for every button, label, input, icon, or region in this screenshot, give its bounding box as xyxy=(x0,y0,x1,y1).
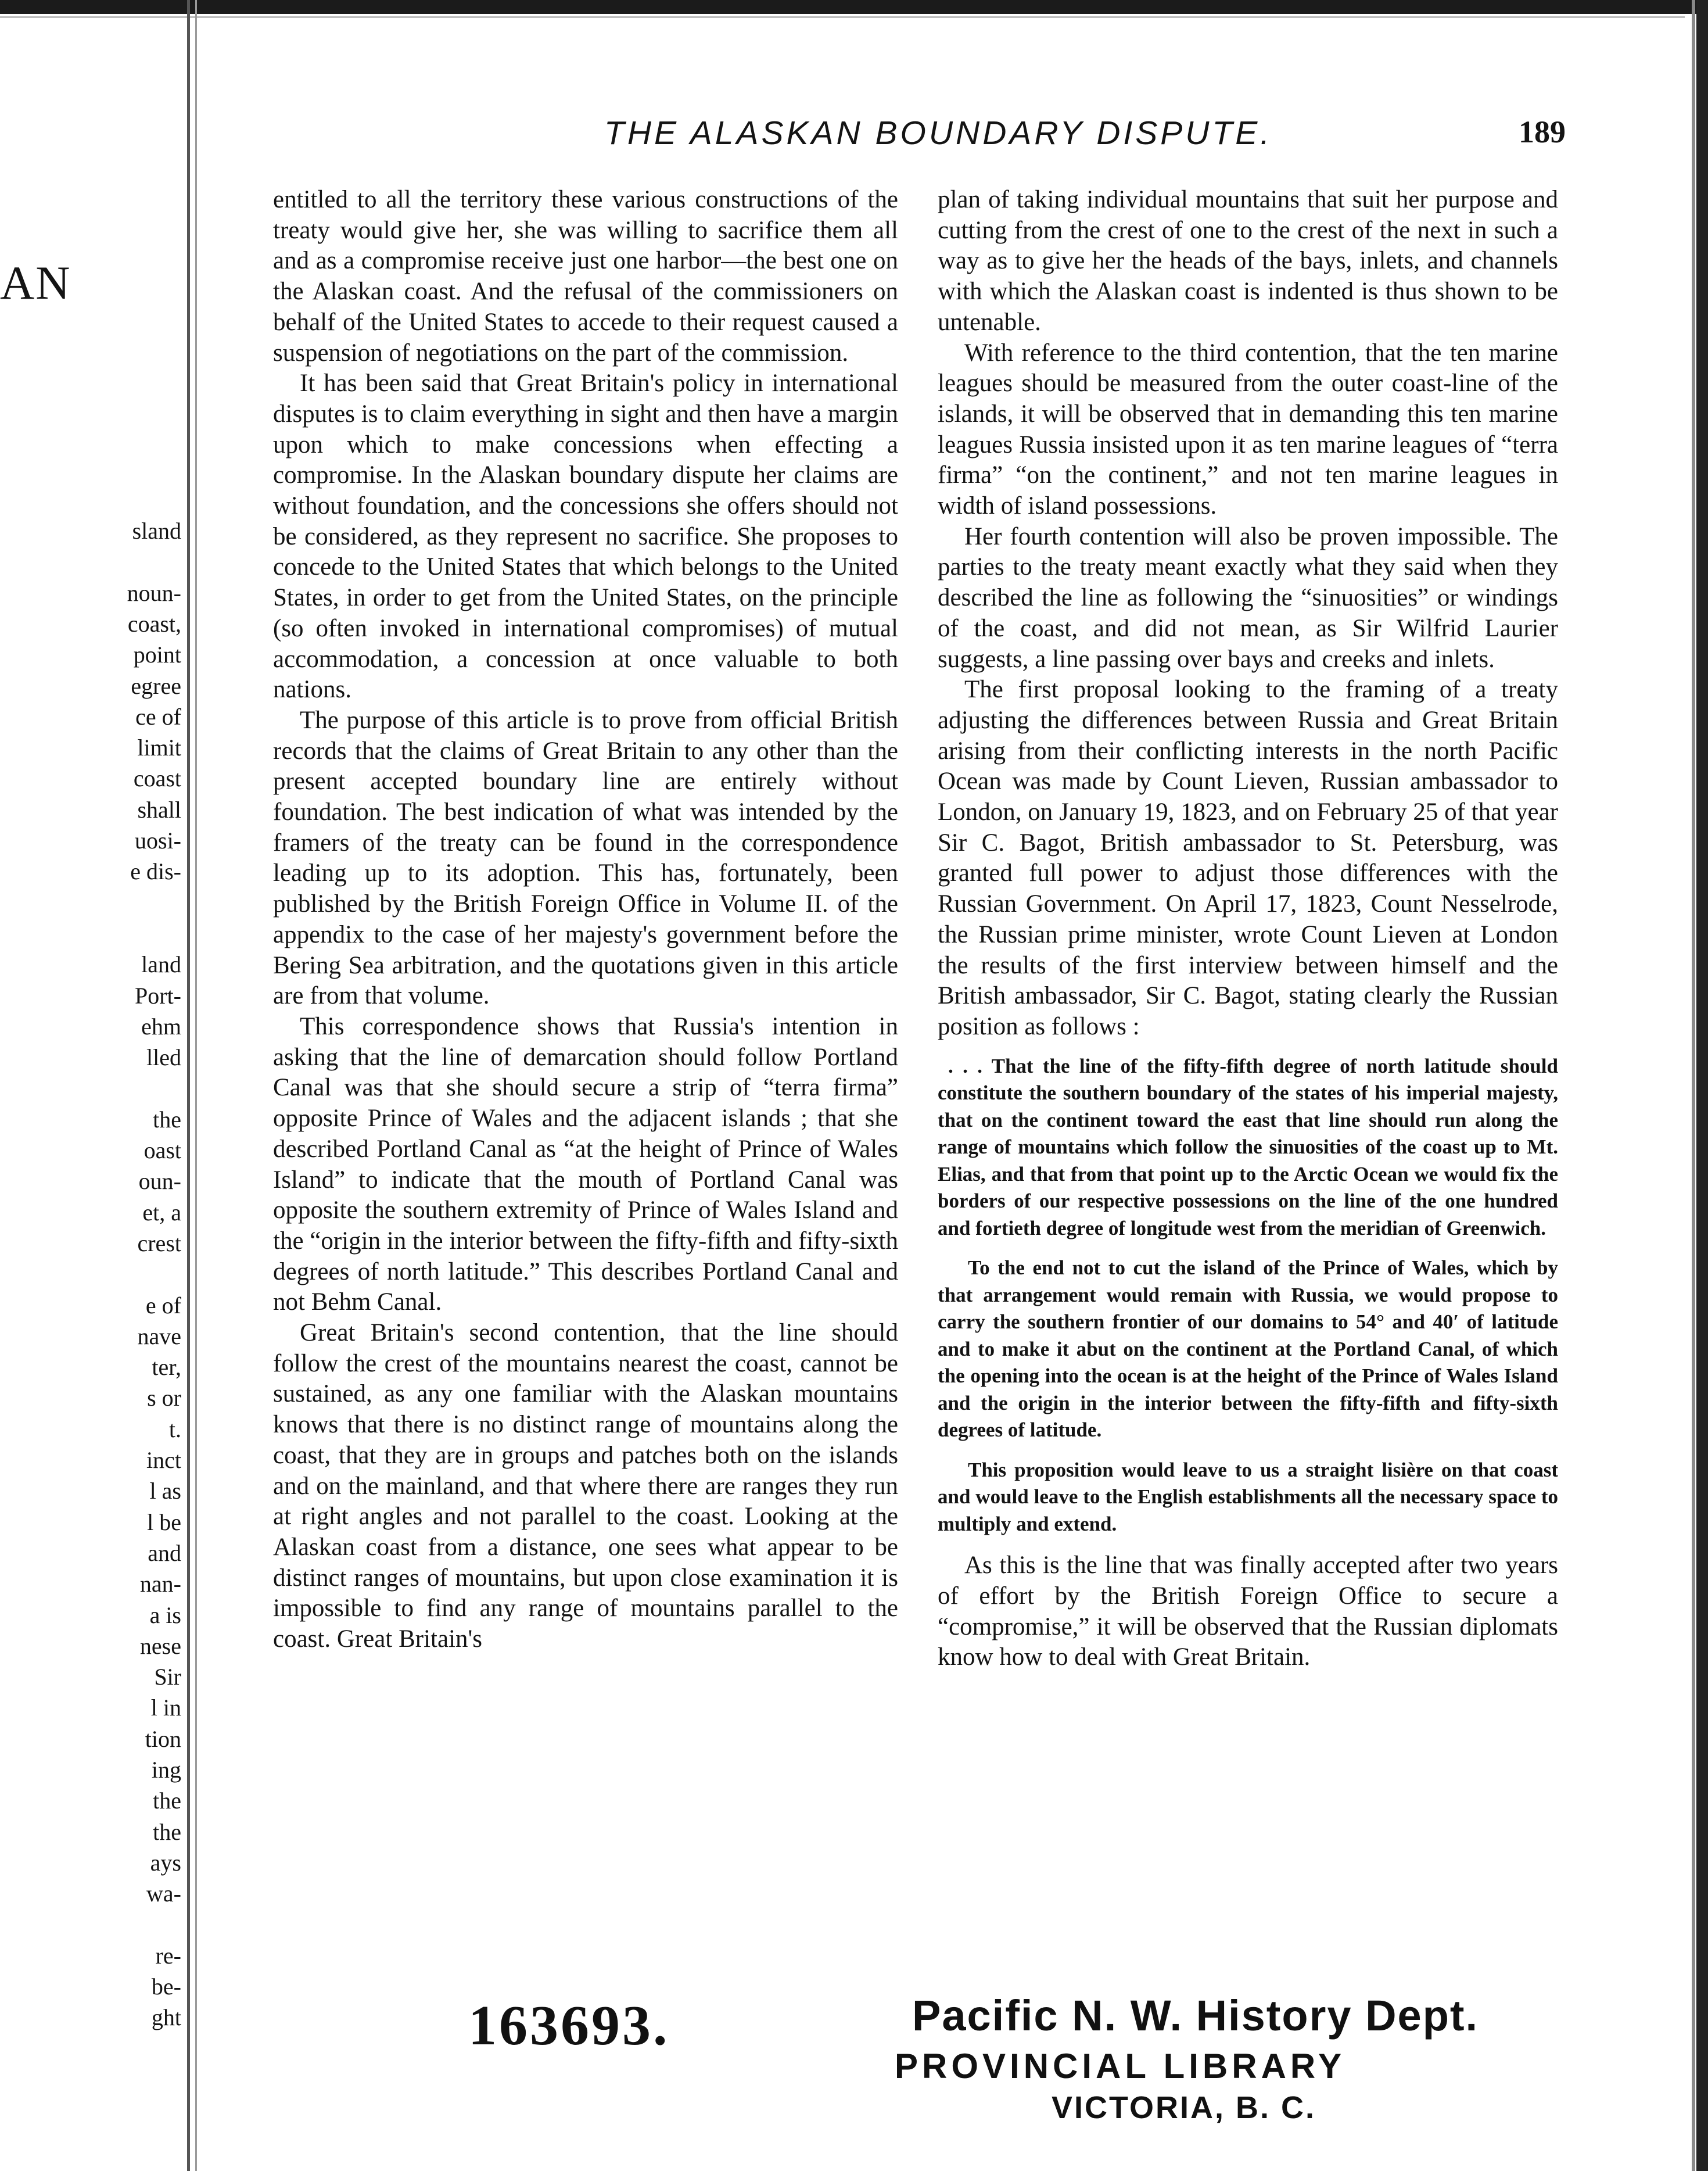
facing-page-line: t. xyxy=(168,1416,181,1442)
paragraph: Great Britain's second contention, that the line should follow the crest of the mountains nearest the coast, cannot be sustained, as any one familiar with the Alaskan mountains knows that there is no distinct range of mountains along the coast, that they are in groups and patches both on the islands and on the mainland, and that where there are ranges they run at right angles and not parallel to the coast. Looking at the Alaskan coast from a distance, one sees what appear to be distinct ranges of mountains, but upon close examination it is impossible to find any range of mountains parallel to the coast. Great Britain's xyxy=(273,1319,898,1653)
facing-page-line: re- xyxy=(155,1942,181,1969)
facing-page-line: crest xyxy=(137,1230,181,1256)
facing-page-line: lled xyxy=(146,1044,181,1071)
facing-page-fragment xyxy=(0,0,185,2171)
facing-page-line: sland xyxy=(132,518,181,544)
facing-page-line: be- xyxy=(151,1973,181,2000)
library-stamp xyxy=(895,1991,1479,2126)
page-number: 189 xyxy=(1519,114,1566,149)
facing-page-line: s or xyxy=(147,1385,181,1411)
paragraph: With reference to the third contention, that the ten marine leagues should be measured from the outer coast-line of the islands, it will be observed that in demanding this ten marine leagues Russia insisted upon it as ten marine leagues of “terra firma” “on the continent,” and not ten marine leagues in width of island possessions. xyxy=(938,339,1558,520)
facing-page-line: nan- xyxy=(139,1571,181,1597)
facing-page-line: coast xyxy=(133,765,181,792)
facing-page-line: ehm xyxy=(141,1013,181,1040)
facing-page-line: a is xyxy=(149,1602,181,1628)
facing-page-line: Sir xyxy=(154,1664,181,1690)
facing-page-line: l as xyxy=(149,1478,181,1504)
facing-page-line: wa- xyxy=(146,1880,181,1907)
facing-page-line: ter, xyxy=(152,1354,181,1381)
block-quote xyxy=(938,1053,1558,1538)
paragraph: Her fourth contention will also be proven impossible. The parties to the treaty meant exactly what they said when they described the line as following the “sinuosities” or windings of the coast, and did not mean, as Sir Wilfrid Laurier suggests, a line passing over bays and creeks and inlets. xyxy=(938,522,1558,673)
paragraph: plan of taking individual mountains that suit her purpose and cutting from the crest of one to the crest of the next in such a way as to give her the heads of the bays, inlets, and channels with which the Alaskan coast is indented is thus shown to be untenable. xyxy=(938,186,1558,336)
paragraph: As this is the line that was finally accepted after two years of effort by the British Foreign Office to secure a “compromise,” it will be observed that the Russian diplomats know how to deal with Great Britain. xyxy=(938,1552,1558,1671)
facing-page-line: e dis- xyxy=(130,858,181,885)
facing-page-line: nave xyxy=(137,1323,181,1349)
facing-page-line: coast, xyxy=(127,610,181,637)
facing-page-line: uosi- xyxy=(135,827,181,854)
facing-page-line: the xyxy=(153,1787,181,1814)
facing-page-line: l in xyxy=(150,1694,181,1721)
facing-page-line: egree xyxy=(131,672,181,699)
paragraph: This correspondence shows that Russia's intention in asking that the line of demarcation should follow Portland Canal was that she should secure a strip of “terra firma” opposite Prince of Wales and the adjacent islands ; that she described Portland Canal as “at the height of Prince of Wales Island” to indicate that the mouth of Portland Canal was opposite the southern extremity of Prince of Wales Island and the “origin in the interior between the fifty-fifth and fifty-sixth degrees of north latitude.” This describes Portland Canal and not Behm Canal. xyxy=(273,1012,898,1316)
quote-paragraph: This proposition would leave to us a straight lisière on that coast and would leave to the English establishments all the necessary space to multiply and extend. xyxy=(938,1458,1558,1535)
scan-edge-right xyxy=(1696,0,1708,2171)
paragraph: It has been said that Great Britain's policy in international disputes is to claim everything in sight and then have a margin upon which to make concessions when effecting a compromise. In the Alaskan boundary dispute her claims are without foundation, and the concessions she offers should not be considered, as they represent no sacrifice. She proposes to concede to the United States that which belongs to the United States, in order to get from the United States, on the principle (so often invoked in international compromises) of mutual accommodation, a concession at once valuable to both nations. xyxy=(273,370,898,704)
facing-page-line: ing xyxy=(151,1757,181,1783)
facing-page-line: shall xyxy=(137,796,181,823)
paragraph: The purpose of this article is to prove from official British records that the claims of Great Britain to any other than the present accepted boundary line are entirely without foundation. The best indication of what was intended by the framers of the treaty can be found in the correspondence leading up to its adoption. This has, fortunately, been published by the British Foreign Office in Volume II. of the appendix to the case of her majesty's government before the Bering Sea arbitration, and the quotations given in this article are from that volume. xyxy=(273,706,898,1010)
facing-page-line: the xyxy=(153,1106,181,1133)
facing-page-line: land xyxy=(141,951,181,978)
binding-gutter-line-inner xyxy=(195,0,197,2171)
facing-page-line: nese xyxy=(139,1632,181,1659)
facing-page-line: ce of xyxy=(135,703,181,730)
paragraph: entitled to all the territory these various constructions of the treaty would give her, she was willing to sacrifice them all and as a compromise receive just one harbor—the best one on the Alaskan coast. And the refusal of the commissioners on behalf of the United States to accede to their request caused a suspension of negotiations on the part of the commission. xyxy=(273,186,898,367)
running-title: THE ALASKAN BOUNDARY DISPUTE. xyxy=(604,114,1273,152)
facing-page-line: Port- xyxy=(135,982,181,1009)
facing-page-line: oast xyxy=(143,1137,181,1163)
scan-edge-top xyxy=(0,0,1708,14)
facing-page-line: and xyxy=(148,1539,181,1566)
facing-page-line: inct xyxy=(146,1447,181,1473)
facing-page-line: e of xyxy=(145,1292,181,1319)
paragraph: The first proposal looking to the framing of a treaty adjusting the differences between Russia and Great Britain arising from their conflicting interests in the north Pacific Ocean was made by Count Lieven, Russian ambassador to London, on January 19, 1823, and on February 25 of that year Sir C. Bagot, British ambassador to St. Petersburg, was granted full power to adjust those differences with the Russian Government. On April 17, 1823, Count Nesselrode, the Russian prime minister, wrote Count Lieven at London the results of the first interview between himself and the British ambassador, Sir C. Bagot, stating clearly the Russian position as follows : xyxy=(938,676,1558,1040)
facing-page-line: the xyxy=(153,1818,181,1845)
right-column xyxy=(938,185,1558,1673)
facing-page-line: point xyxy=(133,642,181,668)
facing-page-line: tion xyxy=(145,1725,181,1752)
facing-page-line: et, a xyxy=(142,1199,181,1226)
scan-top-rule xyxy=(0,16,1685,18)
library-stamp-city: VICTORIA, B. C. xyxy=(1052,2090,1316,2125)
facing-page-line: l be xyxy=(147,1509,181,1535)
left-column xyxy=(273,185,898,1655)
facing-page-line: ght xyxy=(151,2004,181,2031)
facing-page-title-fragment: AN xyxy=(0,256,71,309)
facing-page-line: oun- xyxy=(138,1168,181,1195)
library-stamp-library: PROVINCIAL LIBRARY xyxy=(895,2047,1346,2086)
facing-page-line: ays xyxy=(150,1849,181,1876)
binding-gutter-line xyxy=(187,0,190,2171)
facing-page-line: noun- xyxy=(127,579,181,606)
quote-paragraph: . . . That the line of the fifty-fifth degree of north latitude should constitute the southern boundary of the states of his imperial majesty, that on the continent toward the east that line should run along the range of mountains which follow the sinuosities of the coast up to Mt. Elias, and that from that point up to the Arctic Ocean we would fix the borders of our respective possessions on the line of the one hundred and fortieth degree of longitude west from the meridian of Greenwich. xyxy=(938,1054,1558,1239)
scan-edge-right-inner xyxy=(1692,0,1695,2171)
quote-paragraph: To the end not to cut the island of the Prince of Wales, which by that arrangement would remain with Russia, we would propose to carry the southern frontier of our domains to 54° and 40′ of latitude and to make it abut on the continent at the Portland Canal, of which the opening into the ocean is at the height of the Prince of Wales Island and the origin in the interior between the fifty-fifth and fifty-sixth degrees of latitude. xyxy=(938,1256,1558,1442)
accession-number-stamp: 163693. xyxy=(468,1994,670,2057)
facing-page-line: limit xyxy=(137,735,181,761)
library-stamp-department: Pacific N. W. History Dept. xyxy=(912,1991,1479,2040)
